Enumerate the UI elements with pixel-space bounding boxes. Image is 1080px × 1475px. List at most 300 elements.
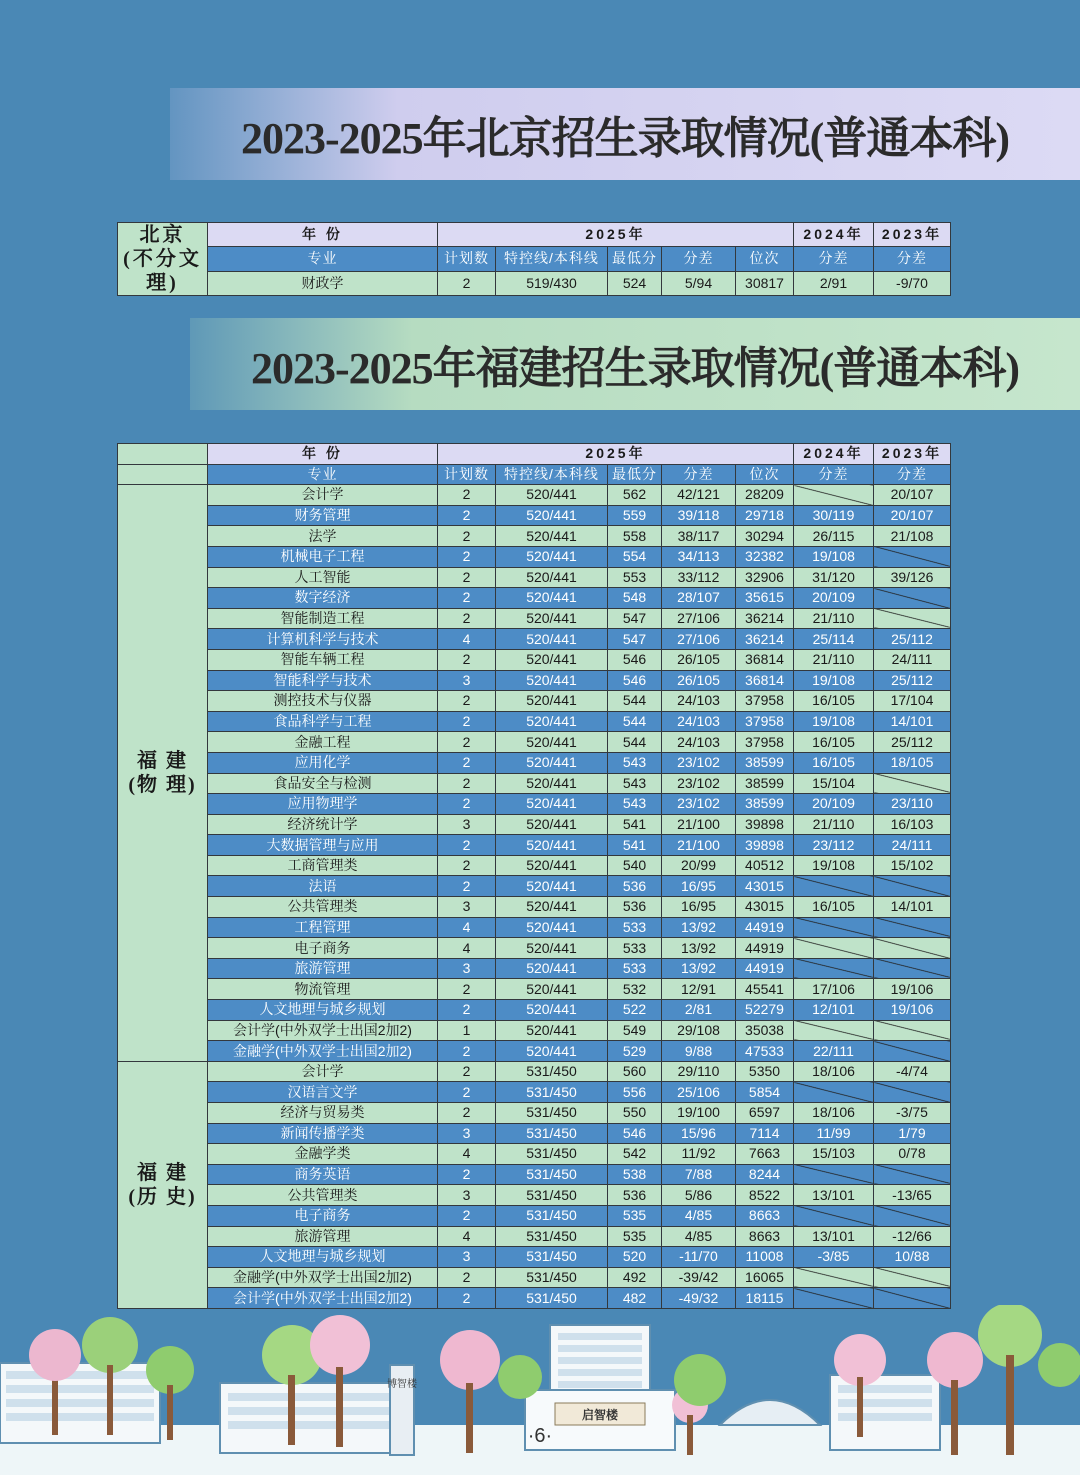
column-header-plan: 计划数 xyxy=(438,247,496,271)
plan-cell: 2 xyxy=(438,1164,496,1185)
table-row xyxy=(118,485,951,506)
plan-cell: 2 xyxy=(438,271,496,295)
plan-cell: 2 xyxy=(438,1061,496,1082)
plan-cell: 2 xyxy=(438,526,496,547)
rank-cell: 35038 xyxy=(736,1020,794,1041)
building-label-boz: 博智楼 xyxy=(387,1379,417,1390)
diff-2024-cell: 21/110 xyxy=(794,608,874,629)
diff-2024-cell: 18/106 xyxy=(794,1061,874,1082)
min-score-cell: 541 xyxy=(608,835,662,856)
diff-cell: 15/96 xyxy=(662,1123,736,1144)
plan-cell: 2 xyxy=(438,485,496,506)
diff-cell: 28/107 xyxy=(662,588,736,609)
line-cell: 520/441 xyxy=(496,691,608,712)
diff-2024-cell: 20/109 xyxy=(794,588,874,609)
diff-2024-cell: 16/105 xyxy=(794,897,874,918)
diff-cell: 27/106 xyxy=(662,608,736,629)
min-score-cell: 529 xyxy=(608,1041,662,1062)
diff-2023-cell: 1/79 xyxy=(874,1123,951,1144)
major-cell: 旅游管理 xyxy=(208,1226,438,1247)
major-cell: 大数据管理与应用 xyxy=(208,835,438,856)
line-cell: 520/441 xyxy=(496,526,608,547)
min-score-cell: 536 xyxy=(608,897,662,918)
diff-2023-cell xyxy=(874,588,951,609)
line-cell: 531/450 xyxy=(496,1185,608,1206)
min-score-cell: 558 xyxy=(608,526,662,547)
diff-2023-cell xyxy=(874,1082,951,1103)
diff-2024-cell: 16/105 xyxy=(794,752,874,773)
min-score-cell: 547 xyxy=(608,629,662,650)
diff-cell: 16/95 xyxy=(662,876,736,897)
fujian-history-province-label: 福 建 (历 史) xyxy=(118,1061,208,1308)
diff-2023-cell: -4/74 xyxy=(874,1061,951,1082)
diff-cell: -49/32 xyxy=(662,1288,736,1309)
year-2024-header: 2024年 xyxy=(794,223,874,247)
diff-cell: 29/110 xyxy=(662,1061,736,1082)
major-cell: 财务管理 xyxy=(208,505,438,526)
diff-cell: 26/105 xyxy=(662,649,736,670)
diff-2024-cell: 22/111 xyxy=(794,1041,874,1062)
table-row xyxy=(118,608,951,629)
diff-2024-cell: 16/105 xyxy=(794,732,874,753)
table-row xyxy=(118,1000,951,1021)
diff-2024-cell xyxy=(794,485,874,506)
diff-cell: 4/85 xyxy=(662,1205,736,1226)
diff-cell: 12/91 xyxy=(662,979,736,1000)
table-row xyxy=(118,711,951,732)
plan-cell: 3 xyxy=(438,897,496,918)
line-cell: 531/450 xyxy=(496,1247,608,1268)
line-cell: 520/441 xyxy=(496,546,608,567)
min-score-cell: 492 xyxy=(608,1267,662,1288)
line-cell: 520/441 xyxy=(496,794,608,815)
diff-2023-cell: 21/108 xyxy=(874,526,951,547)
diff-2023-cell: 16/103 xyxy=(874,814,951,835)
line-cell: 520/441 xyxy=(496,958,608,979)
rank-cell: 5854 xyxy=(736,1082,794,1103)
line-cell: 520/441 xyxy=(496,567,608,588)
column-header-line: 特控线/本科线 xyxy=(496,464,608,485)
diff-2024-cell xyxy=(794,1267,874,1288)
table-row xyxy=(118,588,951,609)
rank-cell: 38599 xyxy=(736,794,794,815)
table-row xyxy=(118,1041,951,1062)
rank-cell: 32382 xyxy=(736,546,794,567)
column-header-rank: 位次 xyxy=(736,464,794,485)
plan-cell: 2 xyxy=(438,567,496,588)
line-cell: 531/450 xyxy=(496,1226,608,1247)
major-cell: 电子商务 xyxy=(208,938,438,959)
diff-cell: 24/103 xyxy=(662,691,736,712)
beijing-year-header-row xyxy=(118,223,951,247)
diff-2024-cell xyxy=(794,1205,874,1226)
column-header-plan: 计划数 xyxy=(438,464,496,485)
column-header-major: 专业 xyxy=(208,247,438,271)
diff-2024-cell: 21/110 xyxy=(794,649,874,670)
table-row xyxy=(118,546,951,567)
diff-2024-cell: -3/85 xyxy=(794,1247,874,1268)
rank-cell: 37958 xyxy=(736,732,794,753)
diff-cell: 24/103 xyxy=(662,711,736,732)
year-label: 年 份 xyxy=(208,223,438,247)
min-score-cell: 560 xyxy=(608,1061,662,1082)
diff-2023-cell: 17/104 xyxy=(874,691,951,712)
diff-2024-cell: 11/99 xyxy=(794,1123,874,1144)
beijing-column-header-row xyxy=(118,247,951,271)
diff-2023-cell: 14/101 xyxy=(874,711,951,732)
min-score-cell: 546 xyxy=(608,670,662,691)
plan-cell: 2 xyxy=(438,1000,496,1021)
diff-2024-cell: 25/114 xyxy=(794,629,874,650)
diff-cell: 33/112 xyxy=(662,567,736,588)
rank-cell: 44919 xyxy=(736,938,794,959)
table-row xyxy=(118,1020,951,1041)
year-2025-header: 2025年 xyxy=(438,223,794,247)
rank-cell: 8522 xyxy=(736,1185,794,1206)
major-cell: 金融工程 xyxy=(208,732,438,753)
line-cell: 520/441 xyxy=(496,732,608,753)
diff-cell: 29/108 xyxy=(662,1020,736,1041)
line-cell: 531/450 xyxy=(496,1205,608,1226)
line-cell: 520/441 xyxy=(496,897,608,918)
min-score-cell: 536 xyxy=(608,1185,662,1206)
diff-2024-cell xyxy=(794,1082,874,1103)
diff-cell: 13/92 xyxy=(662,938,736,959)
diff-2023-cell: -9/70 xyxy=(874,271,951,295)
table-row xyxy=(118,1061,951,1082)
diff-cell: 11/92 xyxy=(662,1144,736,1165)
beijing-title-banner xyxy=(170,88,1080,180)
plan-cell: 2 xyxy=(438,876,496,897)
min-score-cell: 543 xyxy=(608,794,662,815)
major-cell: 法学 xyxy=(208,526,438,547)
rank-cell: 40512 xyxy=(736,855,794,876)
diff-2024-cell xyxy=(794,917,874,938)
plan-cell: 2 xyxy=(438,505,496,526)
diff-cell: 39/118 xyxy=(662,505,736,526)
rank-cell: 30817 xyxy=(736,271,794,295)
diff-2023-cell xyxy=(874,938,951,959)
min-score-cell: 550 xyxy=(608,1103,662,1124)
beijing-province-label: 北京 (不分文理) xyxy=(118,223,208,296)
min-score-cell: 548 xyxy=(608,588,662,609)
rank-cell: 18115 xyxy=(736,1288,794,1309)
rank-cell: 36814 xyxy=(736,670,794,691)
column-header-diff-2024: 分差 xyxy=(794,464,874,485)
diff-2024-cell: 23/112 xyxy=(794,835,874,856)
plan-cell: 2 xyxy=(438,1267,496,1288)
major-cell: 计算机科学与技术 xyxy=(208,629,438,650)
diff-cell: 5/94 xyxy=(662,271,736,295)
table-row xyxy=(118,773,951,794)
column-header-major: 专业 xyxy=(208,464,438,485)
plan-cell: 4 xyxy=(438,1226,496,1247)
major-cell: 测控技术与仪器 xyxy=(208,691,438,712)
table-row xyxy=(118,505,951,526)
rank-cell: 39898 xyxy=(736,814,794,835)
table-row xyxy=(118,1082,951,1103)
table-row xyxy=(118,917,951,938)
year-2023-header: 2023年 xyxy=(874,444,951,465)
diff-2023-cell: 14/101 xyxy=(874,897,951,918)
line-cell: 520/441 xyxy=(496,814,608,835)
major-cell: 物流管理 xyxy=(208,979,438,1000)
min-score-cell: 544 xyxy=(608,691,662,712)
min-score-cell: 542 xyxy=(608,1144,662,1165)
diff-2024-cell: 26/115 xyxy=(794,526,874,547)
fujian-corner-cell xyxy=(118,444,208,465)
fujian-title: 2023-2025年福建招生录取情况(普通本科) xyxy=(251,344,1019,393)
plan-cell: 2 xyxy=(438,691,496,712)
diff-2023-cell: -13/65 xyxy=(874,1185,951,1206)
table-row xyxy=(118,897,951,918)
line-cell: 520/441 xyxy=(496,505,608,526)
major-cell: 经济统计学 xyxy=(208,814,438,835)
table-row xyxy=(118,1267,951,1288)
diff-2023-cell: 19/106 xyxy=(874,979,951,1000)
min-score-cell: 562 xyxy=(608,485,662,506)
rank-cell: 8663 xyxy=(736,1226,794,1247)
table-row xyxy=(118,732,951,753)
min-score-cell: 535 xyxy=(608,1205,662,1226)
plan-cell: 4 xyxy=(438,938,496,959)
line-cell: 520/441 xyxy=(496,588,608,609)
diff-2024-cell: 20/109 xyxy=(794,794,874,815)
min-score-cell: 546 xyxy=(608,649,662,670)
diff-2024-cell: 16/105 xyxy=(794,691,874,712)
diff-cell: 24/103 xyxy=(662,732,736,753)
line-cell: 531/450 xyxy=(496,1123,608,1144)
table-row xyxy=(118,1103,951,1124)
line-cell: 520/441 xyxy=(496,711,608,732)
plan-cell: 2 xyxy=(438,1082,496,1103)
plan-cell: 2 xyxy=(438,979,496,1000)
line-cell: 519/430 xyxy=(496,271,608,295)
diff-2024-cell: 19/108 xyxy=(794,546,874,567)
diff-2023-cell xyxy=(874,1164,951,1185)
rank-cell: 16065 xyxy=(736,1267,794,1288)
line-cell: 531/450 xyxy=(496,1144,608,1165)
diff-2024-cell: 13/101 xyxy=(794,1185,874,1206)
table-row xyxy=(118,526,951,547)
line-cell: 520/441 xyxy=(496,649,608,670)
line-cell: 520/441 xyxy=(496,1041,608,1062)
rank-cell: 36214 xyxy=(736,629,794,650)
line-cell: 520/441 xyxy=(496,1020,608,1041)
plan-cell: 2 xyxy=(438,608,496,629)
plan-cell: 2 xyxy=(438,1205,496,1226)
line-cell: 520/441 xyxy=(496,629,608,650)
diff-cell: 38/117 xyxy=(662,526,736,547)
rank-cell: 43015 xyxy=(736,897,794,918)
table-row xyxy=(118,691,951,712)
rank-cell: 36814 xyxy=(736,649,794,670)
diff-cell: 20/99 xyxy=(662,855,736,876)
diff-cell: 9/88 xyxy=(662,1041,736,1062)
major-cell: 应用物理学 xyxy=(208,794,438,815)
table-row xyxy=(118,1205,951,1226)
rank-cell: 38599 xyxy=(736,752,794,773)
major-cell: 人文地理与城乡规划 xyxy=(208,1247,438,1268)
rank-cell: 44919 xyxy=(736,958,794,979)
major-cell: 商务英语 xyxy=(208,1164,438,1185)
min-score-cell: 532 xyxy=(608,979,662,1000)
diff-2023-cell xyxy=(874,1020,951,1041)
plan-cell: 2 xyxy=(438,711,496,732)
column-header-diff-2023: 分差 xyxy=(874,464,951,485)
major-cell: 食品科学与工程 xyxy=(208,711,438,732)
plan-cell: 3 xyxy=(438,670,496,691)
diff-2024-cell: 19/108 xyxy=(794,711,874,732)
line-cell: 520/441 xyxy=(496,917,608,938)
major-cell: 金融学(中外双学士出国2加2) xyxy=(208,1267,438,1288)
min-score-cell: 541 xyxy=(608,814,662,835)
fujian-physics-province-label: 福 建 (物 理) xyxy=(118,485,208,1062)
plan-cell: 2 xyxy=(438,855,496,876)
diff-cell: 13/92 xyxy=(662,958,736,979)
year-2025-header: 2025年 xyxy=(438,444,794,465)
column-header-min-score: 最低分 xyxy=(608,464,662,485)
min-score-cell: 543 xyxy=(608,752,662,773)
diff-2023-cell xyxy=(874,1267,951,1288)
diff-2023-cell xyxy=(874,546,951,567)
diff-cell: -39/42 xyxy=(662,1267,736,1288)
table-row xyxy=(118,835,951,856)
table-row xyxy=(118,876,951,897)
table-row xyxy=(118,1247,951,1268)
rank-cell: 28209 xyxy=(736,485,794,506)
diff-2023-cell: 19/106 xyxy=(874,1000,951,1021)
line-cell: 520/441 xyxy=(496,876,608,897)
diff-2023-cell: 18/105 xyxy=(874,752,951,773)
major-cell: 人工智能 xyxy=(208,567,438,588)
major-cell: 工程管理 xyxy=(208,917,438,938)
rank-cell: 37958 xyxy=(736,691,794,712)
major-cell: 工商管理类 xyxy=(208,855,438,876)
line-cell: 520/441 xyxy=(496,485,608,506)
diff-2023-cell: 20/107 xyxy=(874,485,951,506)
min-score-cell: 482 xyxy=(608,1288,662,1309)
plan-cell: 4 xyxy=(438,917,496,938)
table-row xyxy=(118,938,951,959)
min-score-cell: 535 xyxy=(608,1226,662,1247)
plan-cell: 2 xyxy=(438,732,496,753)
diff-cell: 13/92 xyxy=(662,917,736,938)
diff-2023-cell: 24/111 xyxy=(874,835,951,856)
diff-2023-cell: 24/111 xyxy=(874,649,951,670)
plan-cell: 2 xyxy=(438,1288,496,1309)
plan-cell: 2 xyxy=(438,773,496,794)
diff-2023-cell: 20/107 xyxy=(874,505,951,526)
rank-cell: 8663 xyxy=(736,1205,794,1226)
diff-2023-cell xyxy=(874,1205,951,1226)
plan-cell: 3 xyxy=(438,1185,496,1206)
major-cell: 新闻传播学类 xyxy=(208,1123,438,1144)
plan-cell: 4 xyxy=(438,1144,496,1165)
diff-2024-cell xyxy=(794,876,874,897)
min-score-cell: 533 xyxy=(608,958,662,979)
table-row xyxy=(118,670,951,691)
diff-2023-cell: 0/78 xyxy=(874,1144,951,1165)
rank-cell: 35615 xyxy=(736,588,794,609)
table-row xyxy=(118,1144,951,1165)
rank-cell: 44919 xyxy=(736,917,794,938)
plan-cell: 2 xyxy=(438,752,496,773)
plan-cell: 3 xyxy=(438,1247,496,1268)
table-row xyxy=(118,855,951,876)
rank-cell: 43015 xyxy=(736,876,794,897)
major-cell: 会计学 xyxy=(208,485,438,506)
table-row xyxy=(118,629,951,650)
diff-cell: -11/70 xyxy=(662,1247,736,1268)
plan-cell: 2 xyxy=(438,1103,496,1124)
min-score-cell: 533 xyxy=(608,917,662,938)
line-cell: 531/450 xyxy=(496,1267,608,1288)
min-score-cell: 522 xyxy=(608,1000,662,1021)
diff-2023-cell: 25/112 xyxy=(874,629,951,650)
diff-2023-cell: 10/88 xyxy=(874,1247,951,1268)
major-cell: 公共管理类 xyxy=(208,897,438,918)
diff-2023-cell xyxy=(874,876,951,897)
plan-cell: 2 xyxy=(438,649,496,670)
major-cell: 会计学 xyxy=(208,1061,438,1082)
column-header-min-score: 最低分 xyxy=(608,247,662,271)
diff-2023-cell: 15/102 xyxy=(874,855,951,876)
plan-cell: 1 xyxy=(438,1020,496,1041)
plan-cell: 4 xyxy=(438,629,496,650)
diff-2024-cell xyxy=(794,1020,874,1041)
min-score-cell: 544 xyxy=(608,711,662,732)
beijing-admission-table xyxy=(117,222,951,296)
rank-cell: 38599 xyxy=(736,773,794,794)
diff-2024-cell: 30/119 xyxy=(794,505,874,526)
major-cell: 机械电子工程 xyxy=(208,546,438,567)
table-row xyxy=(118,1185,951,1206)
line-cell: 520/441 xyxy=(496,979,608,1000)
diff-2024-cell: 21/110 xyxy=(794,814,874,835)
min-score-cell: 520 xyxy=(608,1247,662,1268)
major-cell: 应用化学 xyxy=(208,752,438,773)
diff-2024-cell xyxy=(794,1164,874,1185)
table-row xyxy=(118,271,951,295)
diff-2023-cell: 25/112 xyxy=(874,732,951,753)
major-cell: 法语 xyxy=(208,876,438,897)
min-score-cell: 554 xyxy=(608,546,662,567)
plan-cell: 2 xyxy=(438,794,496,815)
rank-cell: 5350 xyxy=(736,1061,794,1082)
major-cell: 金融学类 xyxy=(208,1144,438,1165)
line-cell: 520/441 xyxy=(496,670,608,691)
diff-2024-cell: 19/108 xyxy=(794,855,874,876)
diff-2024-cell: 2/91 xyxy=(794,271,874,295)
diff-cell: 23/102 xyxy=(662,794,736,815)
line-cell: 520/441 xyxy=(496,835,608,856)
diff-cell: 5/86 xyxy=(662,1185,736,1206)
major-cell: 电子商务 xyxy=(208,1205,438,1226)
major-cell: 食品安全与检测 xyxy=(208,773,438,794)
rank-cell: 11008 xyxy=(736,1247,794,1268)
diff-cell: 42/121 xyxy=(662,485,736,506)
rank-cell: 52279 xyxy=(736,1000,794,1021)
major-cell: 旅游管理 xyxy=(208,958,438,979)
min-score-cell: 553 xyxy=(608,567,662,588)
beijing-title: 2023-2025年北京招生录取情况(普通本科) xyxy=(241,114,1009,163)
major-cell: 财政学 xyxy=(208,271,438,295)
line-cell: 520/441 xyxy=(496,1000,608,1021)
major-cell: 汉语言文学 xyxy=(208,1082,438,1103)
line-cell: 520/441 xyxy=(496,773,608,794)
rank-cell: 8244 xyxy=(736,1164,794,1185)
